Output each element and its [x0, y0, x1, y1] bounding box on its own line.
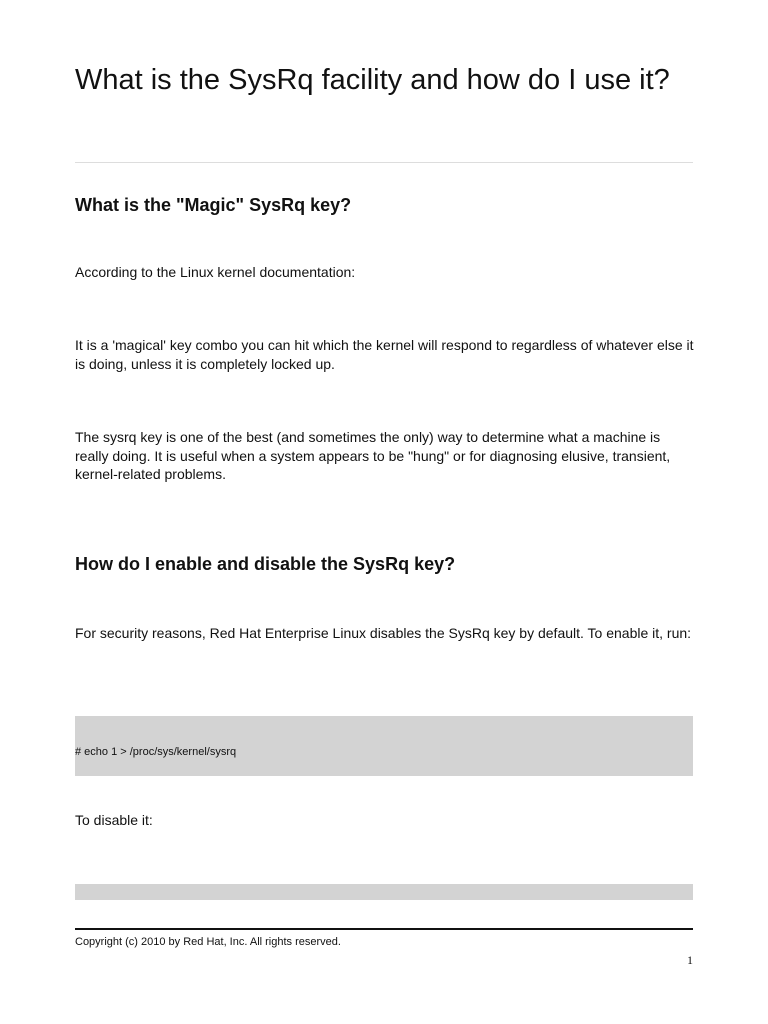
paragraph-sysrq-usefulness: The sysrq key is one of the best (and sometimes the only) way to determine what a machine is really doing. It is useful when a system appears to be "hung" or for diagnosing elusive, transient, kernel-related problems. — [75, 429, 671, 482]
section-heading-enable-disable: How do I enable and disable the SysRq key? — [75, 554, 456, 574]
section-heading-magic-sysrq: What is the "Magic" SysRq key? — [75, 195, 352, 215]
code-block-disable — [75, 884, 693, 900]
paragraph-to-disable: To disable it: — [75, 812, 153, 828]
footer-copyright: Copyright (c) 2010 by Red Hat, Inc. All rights reserved. — [75, 936, 341, 948]
page-title: What is the SysRq facility and how do I use it? — [75, 64, 670, 96]
page-number: 1 — [687, 953, 693, 967]
title-divider — [75, 162, 693, 163]
code-enable-command: # echo 1 > /proc/sys/kernel/sysrq — [75, 746, 237, 758]
paragraph-magical-key-combo: It is a 'magical' key combo you can hit which the kernel will respond to regardless of whatever else it is doing, unless it is completely locked up. — [75, 337, 694, 372]
footer-divider — [75, 928, 693, 930]
code-block-enable — [75, 716, 693, 776]
paragraph-security-reasons: For security reasons, Red Hat Enterprise Linux disables the SysRq key by default. To enable it, run: — [75, 625, 692, 641]
paragraph-kernel-docs-intro: According to the Linux kernel documentation: — [75, 264, 356, 280]
